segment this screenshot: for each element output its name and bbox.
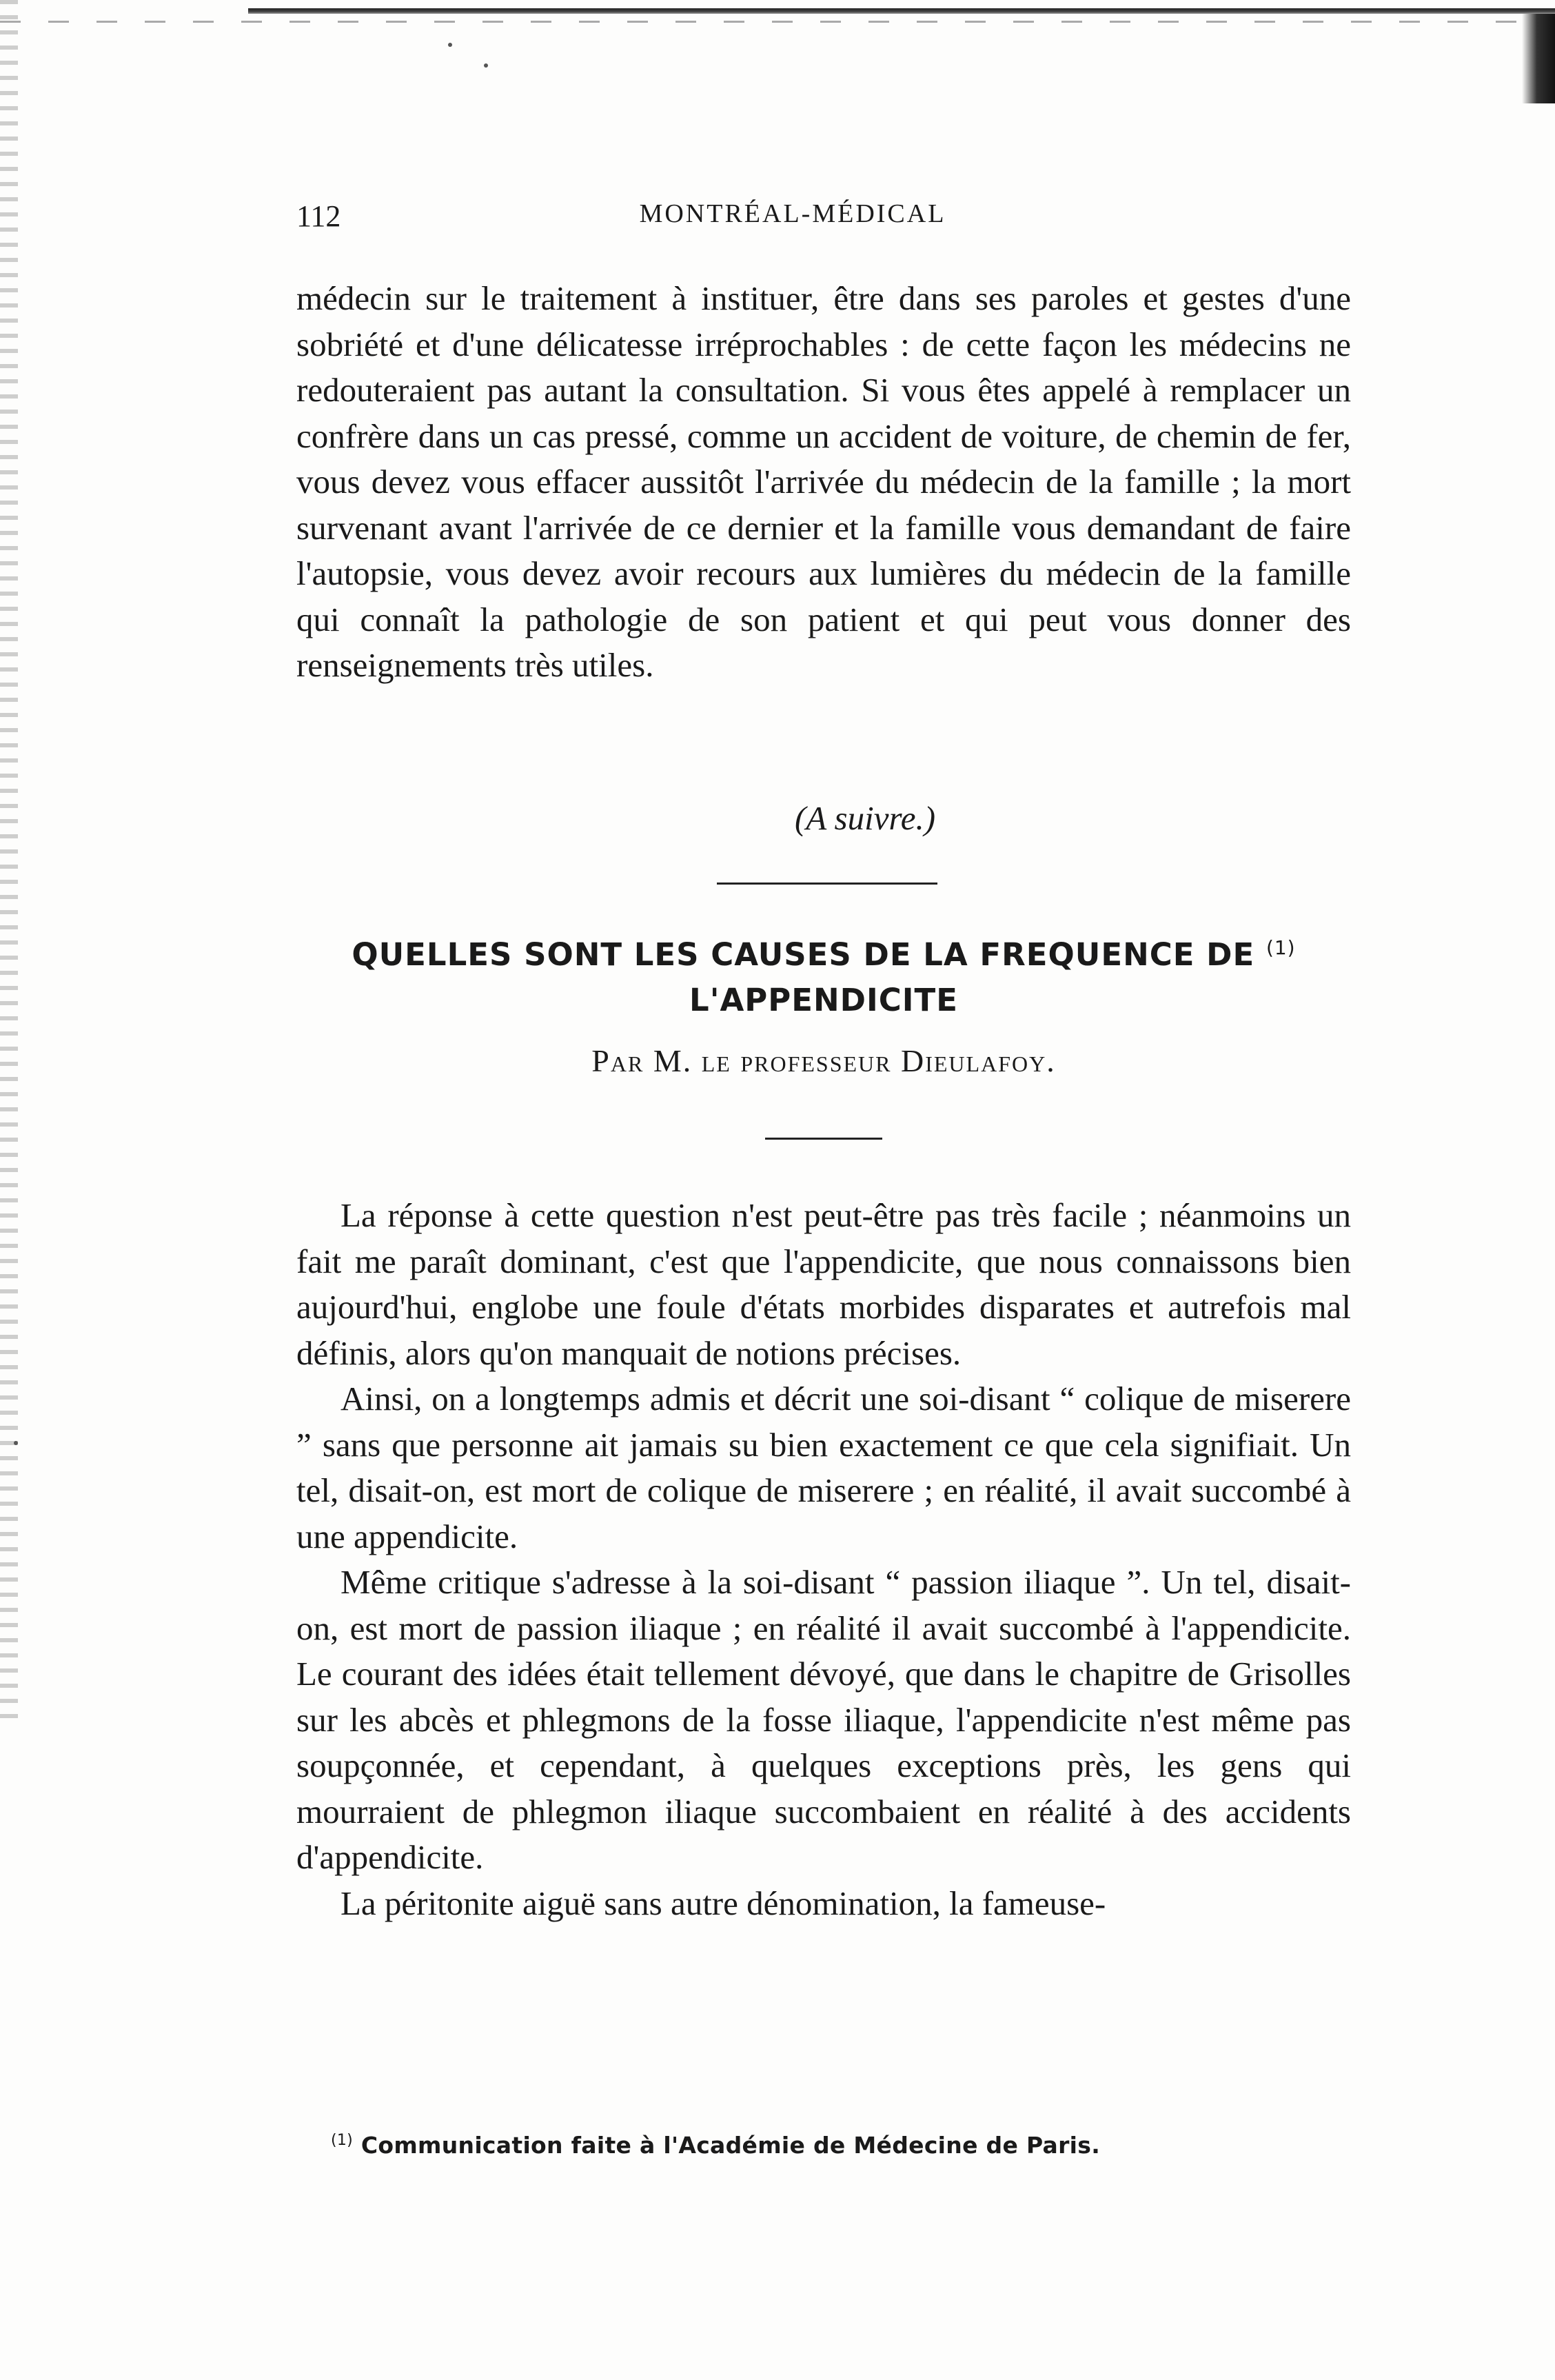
page-number: 112 [296,199,341,233]
article-title-line2: L'APPENDICITE [689,982,958,1018]
scan-speck [448,43,452,47]
paragraph: La réponse à cette question n'est peut-être pas très facile ; néanmoins un fait me paraît dominant, c'est que l'appendicite, que nous connaissons bien aujourd'hui, englobe une foule d'états morbides disparates et autrefois mal définis, alors qu'on manquait de notions précises. [296,1196,1351,1372]
scan-left-edge [0,0,18,1724]
byline-divider [765,1138,882,1140]
page-header [296,199,1289,240]
scan-top-border [248,8,1555,14]
paragraph: Ainsi, on a longtemps admis et décrit une soi-disant “ colique de miserere ” sans que personne ait jamais su bien exactement ce que cela signifiait. Un tel, disait-on, est mort de colique de miserere ; en réalité, il avait succombé à une appendicite. [296,1380,1351,1555]
footnote [331,2132,1365,2159]
article-body [296,1193,1351,1926]
article-title-line1 [296,936,1351,973]
footnote-mark: (1) [331,2132,354,2149]
section-divider [717,883,937,885]
footnote-text: Communication faite à l'Académie de Médecine de Paris. [360,2132,1101,2159]
scan-dashed-edge [0,21,1555,23]
scan-corner-shadow [1522,14,1555,103]
scan-speck [14,1441,18,1445]
continued-text [296,276,1351,689]
continuation-note: (A suivre.) [794,799,936,837]
article-title-text: QUELLES SONT LES CAUSES DE LA FREQUENCE DE [352,936,1255,973]
article-byline: Par M. le professeur Dieulafoy. [591,1043,1056,1078]
running-head: MONTRÉAL-MÉDICAL [639,199,946,228]
paragraph: médecin sur le traitement à instituer, être dans ses paroles et gestes d'une sobriété et d'une délicatesse irréprochables : de cette façon les médecins ne redouteraient pas autant la consultation. Si vous êtes appelé à remplacer un confrère dans un cas pressé, comme un accident de voiture, de chemin de fer, vous devez vous effacer aussitôt l'arrivée du médecin de la famille ; la mort survenant avant l'arrivée de ce dernier et la famille vous demandant de faire l'autopsie, vous devez avoir recours aux lumières du médecin de la famille qui connaît la pathologie de son patient et qui peut vous donner des renseignements très utiles. [296,279,1351,684]
scan-speck [484,63,488,68]
paragraph: La péritonite aiguë sans autre dénomination, la fameuse- [341,1884,1106,1922]
title-footnote-mark: (1) [1266,936,1296,959]
paragraph: Même critique s'adresse à la soi-disant “ passion iliaque ”. Un tel, disait-on, est mort de passion iliaque ; en réalité il avait succombé à l'appendicite. Le courant des idées était tellement dévoyé, que dans le chapitre de Grisolles sur les abcès et phlegmons de la fosse iliaque, l'appendicite n'est même pas soupçonnée, et cependant, à quelques exceptions près, les gens qui mourraient de phlegmon iliaque succombaient en réalité à des accidents d'appendicite. [296,1563,1351,1876]
